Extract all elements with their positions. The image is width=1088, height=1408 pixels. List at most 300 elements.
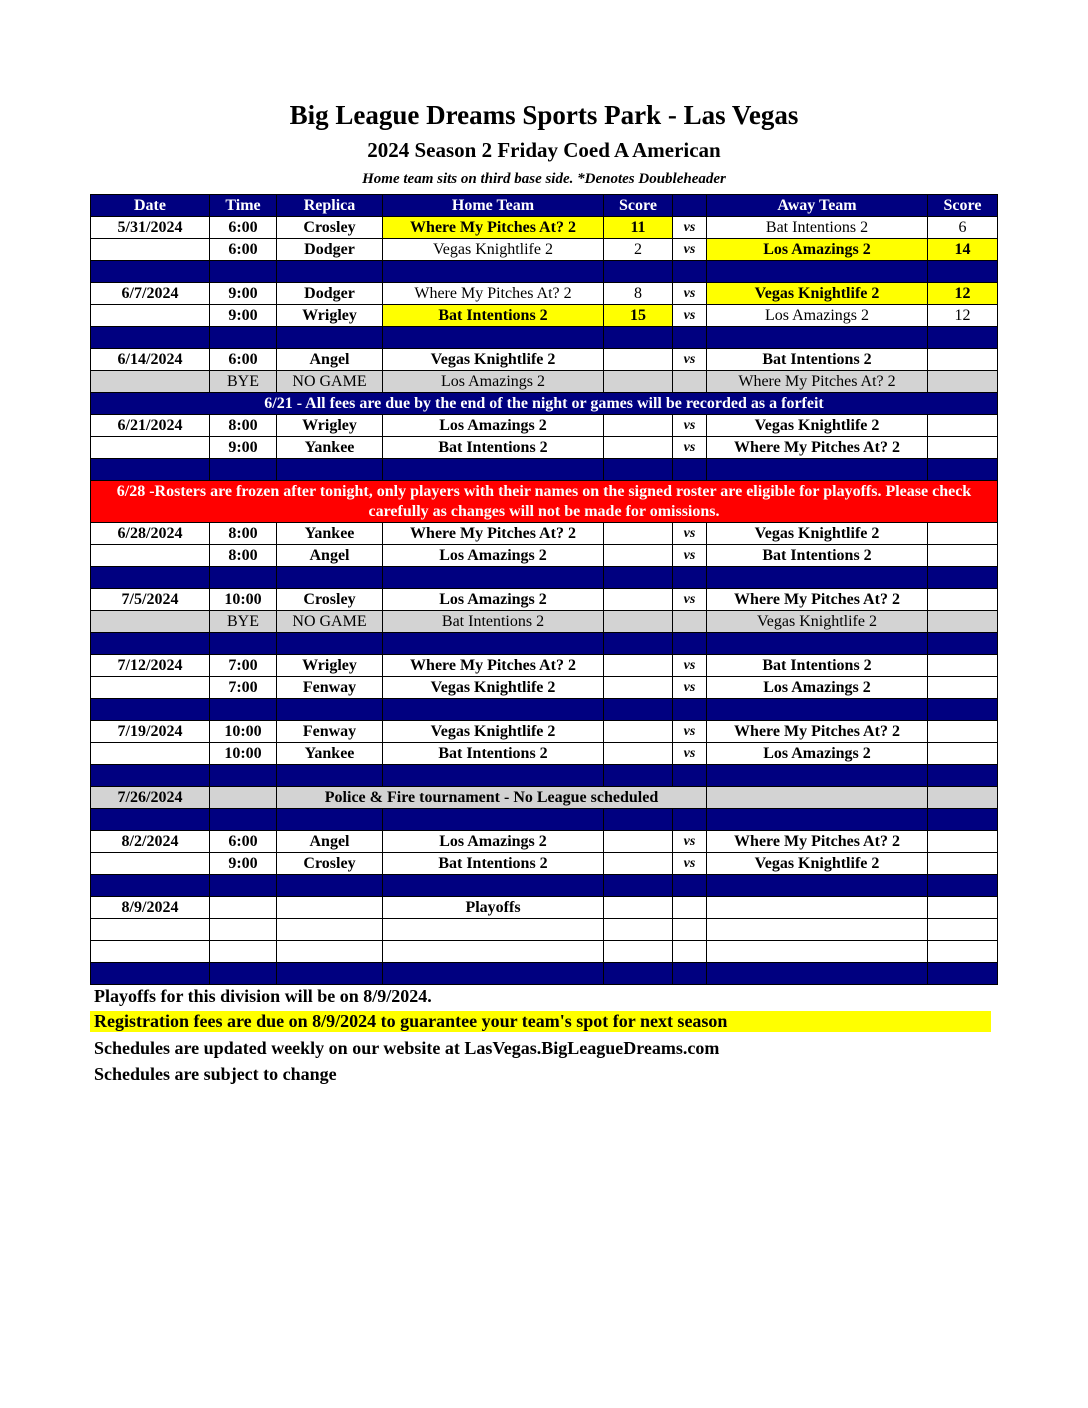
separator-cell — [604, 459, 673, 481]
separator-cell — [707, 459, 928, 481]
separator-cell — [707, 567, 928, 589]
game-row — [91, 217, 998, 239]
separator-cell — [383, 963, 604, 985]
game-date: 7/26/2024 — [91, 787, 210, 809]
vs-label — [673, 897, 707, 919]
game-row — [91, 655, 998, 677]
away-score — [928, 349, 998, 371]
separator-cell — [707, 633, 928, 655]
replica-field: Yankee — [277, 523, 383, 545]
separator-cell — [277, 809, 383, 831]
away-team: Vegas Knightlife 2 — [707, 611, 928, 633]
away-score — [928, 611, 998, 633]
away-team — [707, 897, 928, 919]
game-row — [91, 831, 998, 853]
home-score: 2 — [604, 239, 673, 261]
game-time: 6:00 — [210, 831, 277, 853]
separator-row — [91, 633, 998, 655]
home-score: 8 — [604, 283, 673, 305]
separator-cell — [928, 765, 998, 787]
vs-label: vs — [673, 589, 707, 611]
separator-cell — [383, 567, 604, 589]
separator-cell — [91, 567, 210, 589]
game-time — [210, 897, 277, 919]
away-score — [928, 655, 998, 677]
separator-cell — [91, 327, 210, 349]
separator-cell — [604, 633, 673, 655]
separator-cell — [277, 699, 383, 721]
home-score: 15 — [604, 305, 673, 327]
away-score: 12 — [928, 283, 998, 305]
separator-cell — [673, 765, 707, 787]
separator-row — [91, 809, 998, 831]
bye-row — [91, 371, 998, 393]
away-score — [928, 589, 998, 611]
game-date — [91, 611, 210, 633]
away-score — [928, 897, 998, 919]
game-row — [91, 853, 998, 875]
home-score — [604, 919, 673, 941]
separator-cell — [210, 567, 277, 589]
separator-cell — [928, 963, 998, 985]
col-away-team: Away Team — [707, 195, 928, 217]
page-title: Big League Dreams Sports Park - Las Vegas — [289, 100, 799, 130]
away-team: Vegas Knightlife 2 — [707, 523, 928, 545]
home-score — [604, 589, 673, 611]
home-team: Vegas Knightlife 2 — [383, 349, 604, 371]
away-score — [928, 437, 998, 459]
separator-row — [91, 875, 998, 897]
away-team: Vegas Knightlife 2 — [707, 283, 928, 305]
separator-cell — [707, 963, 928, 985]
vs-label: vs — [673, 721, 707, 743]
game-date: 6/14/2024 — [91, 349, 210, 371]
home-team: Los Amazings 2 — [383, 545, 604, 567]
col-time: Time — [210, 195, 277, 217]
home-team: Where My Pitches At? 2 — [383, 283, 604, 305]
game-time: 7:00 — [210, 655, 277, 677]
home-score — [604, 831, 673, 853]
separator-cell — [928, 261, 998, 283]
footer-registration: Registration fees are due on 8/9/2024 to guarantee your team's spot for next season — [90, 1011, 991, 1032]
separator-cell — [210, 963, 277, 985]
separator-cell — [210, 809, 277, 831]
footer-website: Schedules are updated weekly on our website at LasVegas.BigLeagueDreams.com — [94, 1038, 720, 1058]
separator-cell — [277, 633, 383, 655]
game-date — [91, 853, 210, 875]
vs-label: vs — [673, 523, 707, 545]
separator-cell — [210, 699, 277, 721]
home-team: Bat Intentions 2 — [383, 611, 604, 633]
separator-cell — [673, 459, 707, 481]
away-score — [928, 941, 998, 963]
vs-label — [673, 919, 707, 941]
col-date: Date — [91, 195, 210, 217]
home-team: Vegas Knightlife 2 — [383, 239, 604, 261]
separator-cell — [91, 633, 210, 655]
home-score — [604, 545, 673, 567]
vs-label: vs — [673, 655, 707, 677]
game-date — [91, 437, 210, 459]
home-team — [383, 941, 604, 963]
game-date — [91, 941, 210, 963]
game-row — [91, 897, 998, 919]
game-time: 8:00 — [210, 523, 277, 545]
away-team: Where My Pitches At? 2 — [707, 721, 928, 743]
vs-label: vs — [673, 437, 707, 459]
vs-label: vs — [673, 349, 707, 371]
away-score — [928, 545, 998, 567]
vs-label: vs — [673, 677, 707, 699]
separator-cell — [928, 567, 998, 589]
roster-alert-row — [91, 481, 998, 523]
separator-cell — [91, 261, 210, 283]
game-date: 7/12/2024 — [91, 655, 210, 677]
home-score — [604, 371, 673, 393]
home-score — [604, 677, 673, 699]
separator-cell — [91, 765, 210, 787]
game-date: 6/21/2024 — [91, 415, 210, 437]
away-score — [928, 415, 998, 437]
game-row — [91, 941, 998, 963]
game-row — [91, 239, 998, 261]
separator-cell — [210, 327, 277, 349]
game-date — [91, 743, 210, 765]
page-subtitle: 2024 Season 2 Friday Coed A American — [367, 138, 721, 162]
header-row — [91, 195, 998, 217]
game-time: BYE — [210, 371, 277, 393]
game-time: 7:00 — [210, 677, 277, 699]
separator-cell — [673, 261, 707, 283]
away-score: 14 — [928, 239, 998, 261]
replica-field — [277, 941, 383, 963]
tournament-row — [91, 787, 998, 809]
away-team: Los Amazings 2 — [707, 743, 928, 765]
vs-label: vs — [673, 239, 707, 261]
replica-field: Dodger — [277, 239, 383, 261]
separator-row — [91, 567, 998, 589]
separator-cell — [210, 875, 277, 897]
game-time: 9:00 — [210, 853, 277, 875]
notice-text: 6/21 - All fees are due by the end of the night or games will be recorded as a forfeit — [91, 393, 998, 415]
home-score — [604, 655, 673, 677]
away-score — [928, 853, 998, 875]
away-team — [707, 941, 928, 963]
separator-cell — [604, 875, 673, 897]
game-date: 8/2/2024 — [91, 831, 210, 853]
home-score — [604, 853, 673, 875]
away-score — [928, 523, 998, 545]
away-team — [707, 787, 928, 809]
replica-field: Angel — [277, 545, 383, 567]
home-team: Los Amazings 2 — [383, 831, 604, 853]
game-row — [91, 283, 998, 305]
replica-field: Crosley — [277, 217, 383, 239]
col-replica: Replica — [277, 195, 383, 217]
separator-cell — [277, 765, 383, 787]
separator-cell — [277, 963, 383, 985]
away-team: Bat Intentions 2 — [707, 349, 928, 371]
separator-cell — [91, 963, 210, 985]
away-score — [928, 743, 998, 765]
game-row — [91, 677, 998, 699]
schedule-note: Home team sits on third base side. *Denotes Doubleheader — [362, 171, 726, 187]
vs-label — [673, 611, 707, 633]
vs-label: vs — [673, 545, 707, 567]
separator-cell — [928, 459, 998, 481]
separator-cell — [707, 809, 928, 831]
game-time — [210, 919, 277, 941]
separator-cell — [210, 261, 277, 283]
separator-cell — [210, 459, 277, 481]
replica-field: Yankee — [277, 743, 383, 765]
game-row — [91, 349, 998, 371]
replica-field — [277, 897, 383, 919]
replica-field — [277, 919, 383, 941]
game-time: 6:00 — [210, 349, 277, 371]
home-score: 11 — [604, 217, 673, 239]
home-team: Bat Intentions 2 — [383, 437, 604, 459]
home-team: Bat Intentions 2 — [383, 743, 604, 765]
game-time: 10:00 — [210, 721, 277, 743]
home-score — [604, 743, 673, 765]
game-time: 10:00 — [210, 743, 277, 765]
separator-cell — [928, 633, 998, 655]
game-row — [91, 589, 998, 611]
vs-label: vs — [673, 283, 707, 305]
separator-cell — [604, 765, 673, 787]
separator-cell — [91, 459, 210, 481]
separator-cell — [604, 809, 673, 831]
separator-row — [91, 699, 998, 721]
game-time — [210, 787, 277, 809]
game-time: 8:00 — [210, 415, 277, 437]
home-score — [604, 611, 673, 633]
separator-row — [91, 459, 998, 481]
col-away-score: Score — [928, 195, 998, 217]
vs-label: vs — [673, 853, 707, 875]
separator-cell — [604, 567, 673, 589]
home-team: Bat Intentions 2 — [383, 305, 604, 327]
replica-field: Dodger — [277, 283, 383, 305]
separator-cell — [604, 261, 673, 283]
away-team: Bat Intentions 2 — [707, 545, 928, 567]
game-time: 9:00 — [210, 283, 277, 305]
vs-label — [673, 371, 707, 393]
separator-cell — [210, 765, 277, 787]
home-team: Where My Pitches At? 2 — [383, 655, 604, 677]
home-team: Where My Pitches At? 2 — [383, 217, 604, 239]
home-score — [604, 437, 673, 459]
vs-label: vs — [673, 217, 707, 239]
away-team: Los Amazings 2 — [707, 239, 928, 261]
separator-cell — [707, 765, 928, 787]
away-team: Los Amazings 2 — [707, 677, 928, 699]
col-home-team: Home Team — [383, 195, 604, 217]
away-score — [928, 919, 998, 941]
game-date: 7/5/2024 — [91, 589, 210, 611]
game-row — [91, 919, 998, 941]
away-team — [707, 919, 928, 941]
game-time: BYE — [210, 611, 277, 633]
col-vs — [673, 195, 707, 217]
vs-label: vs — [673, 831, 707, 853]
replica-field: Wrigley — [277, 655, 383, 677]
game-time: 6:00 — [210, 217, 277, 239]
game-date — [91, 677, 210, 699]
separator-cell — [277, 875, 383, 897]
separator-cell — [707, 261, 928, 283]
home-team: Los Amazings 2 — [383, 589, 604, 611]
game-date — [91, 305, 210, 327]
away-team: Los Amazings 2 — [707, 305, 928, 327]
replica-field: Fenway — [277, 677, 383, 699]
separator-cell — [210, 633, 277, 655]
away-score: 6 — [928, 217, 998, 239]
separator-cell — [383, 327, 604, 349]
footer-playoffs: Playoffs for this division will be on 8/9/2024. — [94, 986, 432, 1006]
separator-cell — [383, 261, 604, 283]
home-score — [604, 897, 673, 919]
game-date — [91, 919, 210, 941]
separator-cell — [673, 963, 707, 985]
game-time: 10:00 — [210, 589, 277, 611]
separator-cell — [383, 459, 604, 481]
home-team: Vegas Knightlife 2 — [383, 721, 604, 743]
separator-cell — [673, 699, 707, 721]
separator-cell — [604, 327, 673, 349]
game-date: 6/7/2024 — [91, 283, 210, 305]
separator-cell — [928, 809, 998, 831]
away-score — [928, 787, 998, 809]
game-row — [91, 305, 998, 327]
away-team: Vegas Knightlife 2 — [707, 853, 928, 875]
footer-subject: Schedules are subject to change — [94, 1064, 337, 1084]
separator-cell — [707, 699, 928, 721]
separator-cell — [707, 327, 928, 349]
separator-cell — [928, 699, 998, 721]
home-team: Bat Intentions 2 — [383, 853, 604, 875]
separator-cell — [383, 633, 604, 655]
separator-cell — [673, 327, 707, 349]
separator-cell — [383, 809, 604, 831]
away-team: Where My Pitches At? 2 — [707, 371, 928, 393]
col-home-score: Score — [604, 195, 673, 217]
away-score — [928, 831, 998, 853]
replica-field: NO GAME — [277, 371, 383, 393]
home-score — [604, 415, 673, 437]
separator-cell — [673, 633, 707, 655]
home-team — [383, 919, 604, 941]
separator-cell — [277, 261, 383, 283]
separator-cell — [928, 327, 998, 349]
home-team: Playoffs — [383, 897, 604, 919]
vs-label: vs — [673, 743, 707, 765]
separator-cell — [383, 875, 604, 897]
home-score — [604, 721, 673, 743]
separator-cell — [277, 459, 383, 481]
separator-cell — [383, 699, 604, 721]
away-team: Where My Pitches At? 2 — [707, 589, 928, 611]
away-team: Bat Intentions 2 — [707, 655, 928, 677]
away-team: Bat Intentions 2 — [707, 217, 928, 239]
away-score — [928, 677, 998, 699]
separator-cell — [604, 699, 673, 721]
tournament-text: Police & Fire tournament - No League scheduled — [277, 787, 707, 809]
game-time — [210, 941, 277, 963]
replica-field: Angel — [277, 831, 383, 853]
game-time: 8:00 — [210, 545, 277, 567]
home-team: Los Amazings 2 — [383, 415, 604, 437]
away-team: Vegas Knightlife 2 — [707, 415, 928, 437]
separator-cell — [707, 875, 928, 897]
replica-field: Wrigley — [277, 305, 383, 327]
separator-row — [91, 765, 998, 787]
separator-cell — [383, 765, 604, 787]
vs-label: vs — [673, 415, 707, 437]
separator-cell — [673, 567, 707, 589]
replica-field: Crosley — [277, 589, 383, 611]
home-score — [604, 523, 673, 545]
schedule-table — [90, 194, 998, 985]
away-team: Where My Pitches At? 2 — [707, 437, 928, 459]
away-score: 12 — [928, 305, 998, 327]
separator-cell — [604, 963, 673, 985]
vs-label: vs — [673, 305, 707, 327]
separator-row — [91, 327, 998, 349]
away-score — [928, 721, 998, 743]
separator-cell — [277, 567, 383, 589]
game-date: 7/19/2024 — [91, 721, 210, 743]
away-team: Where My Pitches At? 2 — [707, 831, 928, 853]
separator-cell — [91, 875, 210, 897]
game-date: 8/9/2024 — [91, 897, 210, 919]
home-score — [604, 941, 673, 963]
separator-cell — [91, 699, 210, 721]
game-row — [91, 721, 998, 743]
game-date: 5/31/2024 — [91, 217, 210, 239]
game-date — [91, 371, 210, 393]
game-row — [91, 743, 998, 765]
replica-field: Fenway — [277, 721, 383, 743]
replica-field: Crosley — [277, 853, 383, 875]
game-time: 9:00 — [210, 305, 277, 327]
replica-field: Angel — [277, 349, 383, 371]
separator-cell — [928, 875, 998, 897]
game-row — [91, 523, 998, 545]
game-time: 6:00 — [210, 239, 277, 261]
replica-field: NO GAME — [277, 611, 383, 633]
separator-cell — [673, 875, 707, 897]
home-team: Where My Pitches At? 2 — [383, 523, 604, 545]
home-team: Los Amazings 2 — [383, 371, 604, 393]
separator-row — [91, 261, 998, 283]
game-date: 6/28/2024 — [91, 523, 210, 545]
separator-row — [91, 963, 998, 985]
separator-cell — [277, 327, 383, 349]
game-time: 9:00 — [210, 437, 277, 459]
fee-notice-row — [91, 393, 998, 415]
separator-cell — [673, 809, 707, 831]
notice-text: 6/28 -Rosters are frozen after tonight, only players with their names on the signed roster are eligible for playoffs. Please check carefully as changes will not be made for omissions. — [91, 481, 998, 523]
away-score — [928, 371, 998, 393]
separator-cell — [91, 809, 210, 831]
game-row — [91, 415, 998, 437]
home-team: Vegas Knightlife 2 — [383, 677, 604, 699]
vs-label — [673, 941, 707, 963]
replica-field: Yankee — [277, 437, 383, 459]
replica-field: Wrigley — [277, 415, 383, 437]
